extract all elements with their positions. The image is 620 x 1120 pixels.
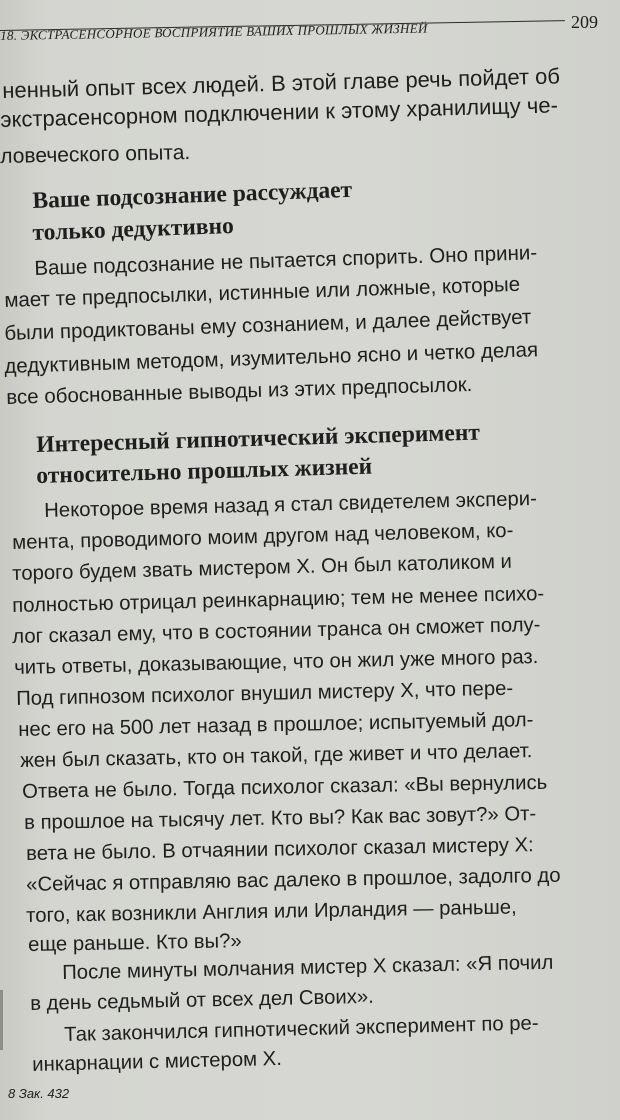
body-line: все обоснованные выводы из этих предпосылок. — [6, 372, 473, 409]
print-mark: 8 Зак. 432 — [8, 1086, 70, 1101]
body-line: Некоторое время назад я стал свидетелем экспери- — [44, 487, 538, 522]
body-line: еще раньше. Кто вы?» — [28, 930, 242, 956]
body-line: лог сказал ему, что в состоянии транса он сможет полу- — [12, 614, 541, 648]
body-line: Ваше подсознание не пытается спорить. Оно прини- — [34, 241, 538, 280]
body-line: «Сейчас я отправляю вас далеко в прошлое, задолго до — [26, 864, 561, 896]
intro-line: ненный опыт всех людей. В этой главе речь пойдет об — [2, 63, 561, 103]
body-line: инкарнации с мистером X. — [32, 1047, 283, 1076]
body-line: мает те предпосылки, истинные или ложные, которые — [4, 272, 521, 312]
section-heading: Интересный гипнотический эксперимент — [36, 419, 481, 458]
section-heading: Ваше подсознание рассуждает — [32, 176, 353, 214]
body-line: дедуктивным методом, изумительно ясно и четко делая — [4, 338, 539, 378]
page-number: 209 — [571, 12, 598, 32]
body-line: Так закончился гипнотический эксперимент по ре- — [64, 1012, 539, 1046]
body-line: После минуты молчания мистер X сказал: «Я почил — [62, 951, 554, 984]
section-heading: относительно прошлых жизней — [36, 453, 373, 489]
body-line: в прошлое на тысячу лет. Кто вы? Как вас зовут?» От- — [24, 803, 537, 834]
intro-line: ловеческого опыта. — [0, 141, 191, 168]
body-line: Под гипнозом психолог внушил мистеру X, что пере- — [16, 677, 514, 710]
running-head: 18. ЭКСТРАСЕНСОРНОЕ ВОСПРИЯТИЕ ВАШИХ ПРОШЛЫХ ЖИЗНЕЙ — [0, 20, 428, 43]
body-line: торого будем звать мистером X. Он был католиком и — [12, 550, 513, 585]
body-line: вета не было. В отчаянии психолог сказал мистеру X: — [26, 834, 534, 865]
body-line: Ответа не было. Тогда психолог сказал: «Вы вернулись — [22, 771, 548, 803]
body-line: жен был сказать, кто он такой, где живет и что делает. — [20, 740, 533, 772]
body-line: нес его на 500 лет назад в прошлое; испытуемый дол- — [18, 709, 534, 741]
body-line: мента, проводимого моим другом над человеком, ко- — [12, 519, 514, 554]
section-heading: только дедуктивно — [32, 212, 235, 246]
body-line: того, как возникли Англия или Ирландия — раньше, — [26, 896, 517, 927]
intro-line: экстрасенсорном подключении к этому хранилищу че- — [0, 92, 559, 132]
body-line: были продиктованы ему сознанием, и далее действует — [4, 305, 532, 345]
body-line: в день седьмый от всех дел Своих». — [30, 985, 374, 1015]
body-line: чить ответы, доказывающие, что он жил уже много раз. — [14, 646, 539, 679]
page-edge — [0, 990, 3, 1050]
body-line: полностью отрицал реинкарнацию; тем не менее психо- — [12, 582, 545, 617]
